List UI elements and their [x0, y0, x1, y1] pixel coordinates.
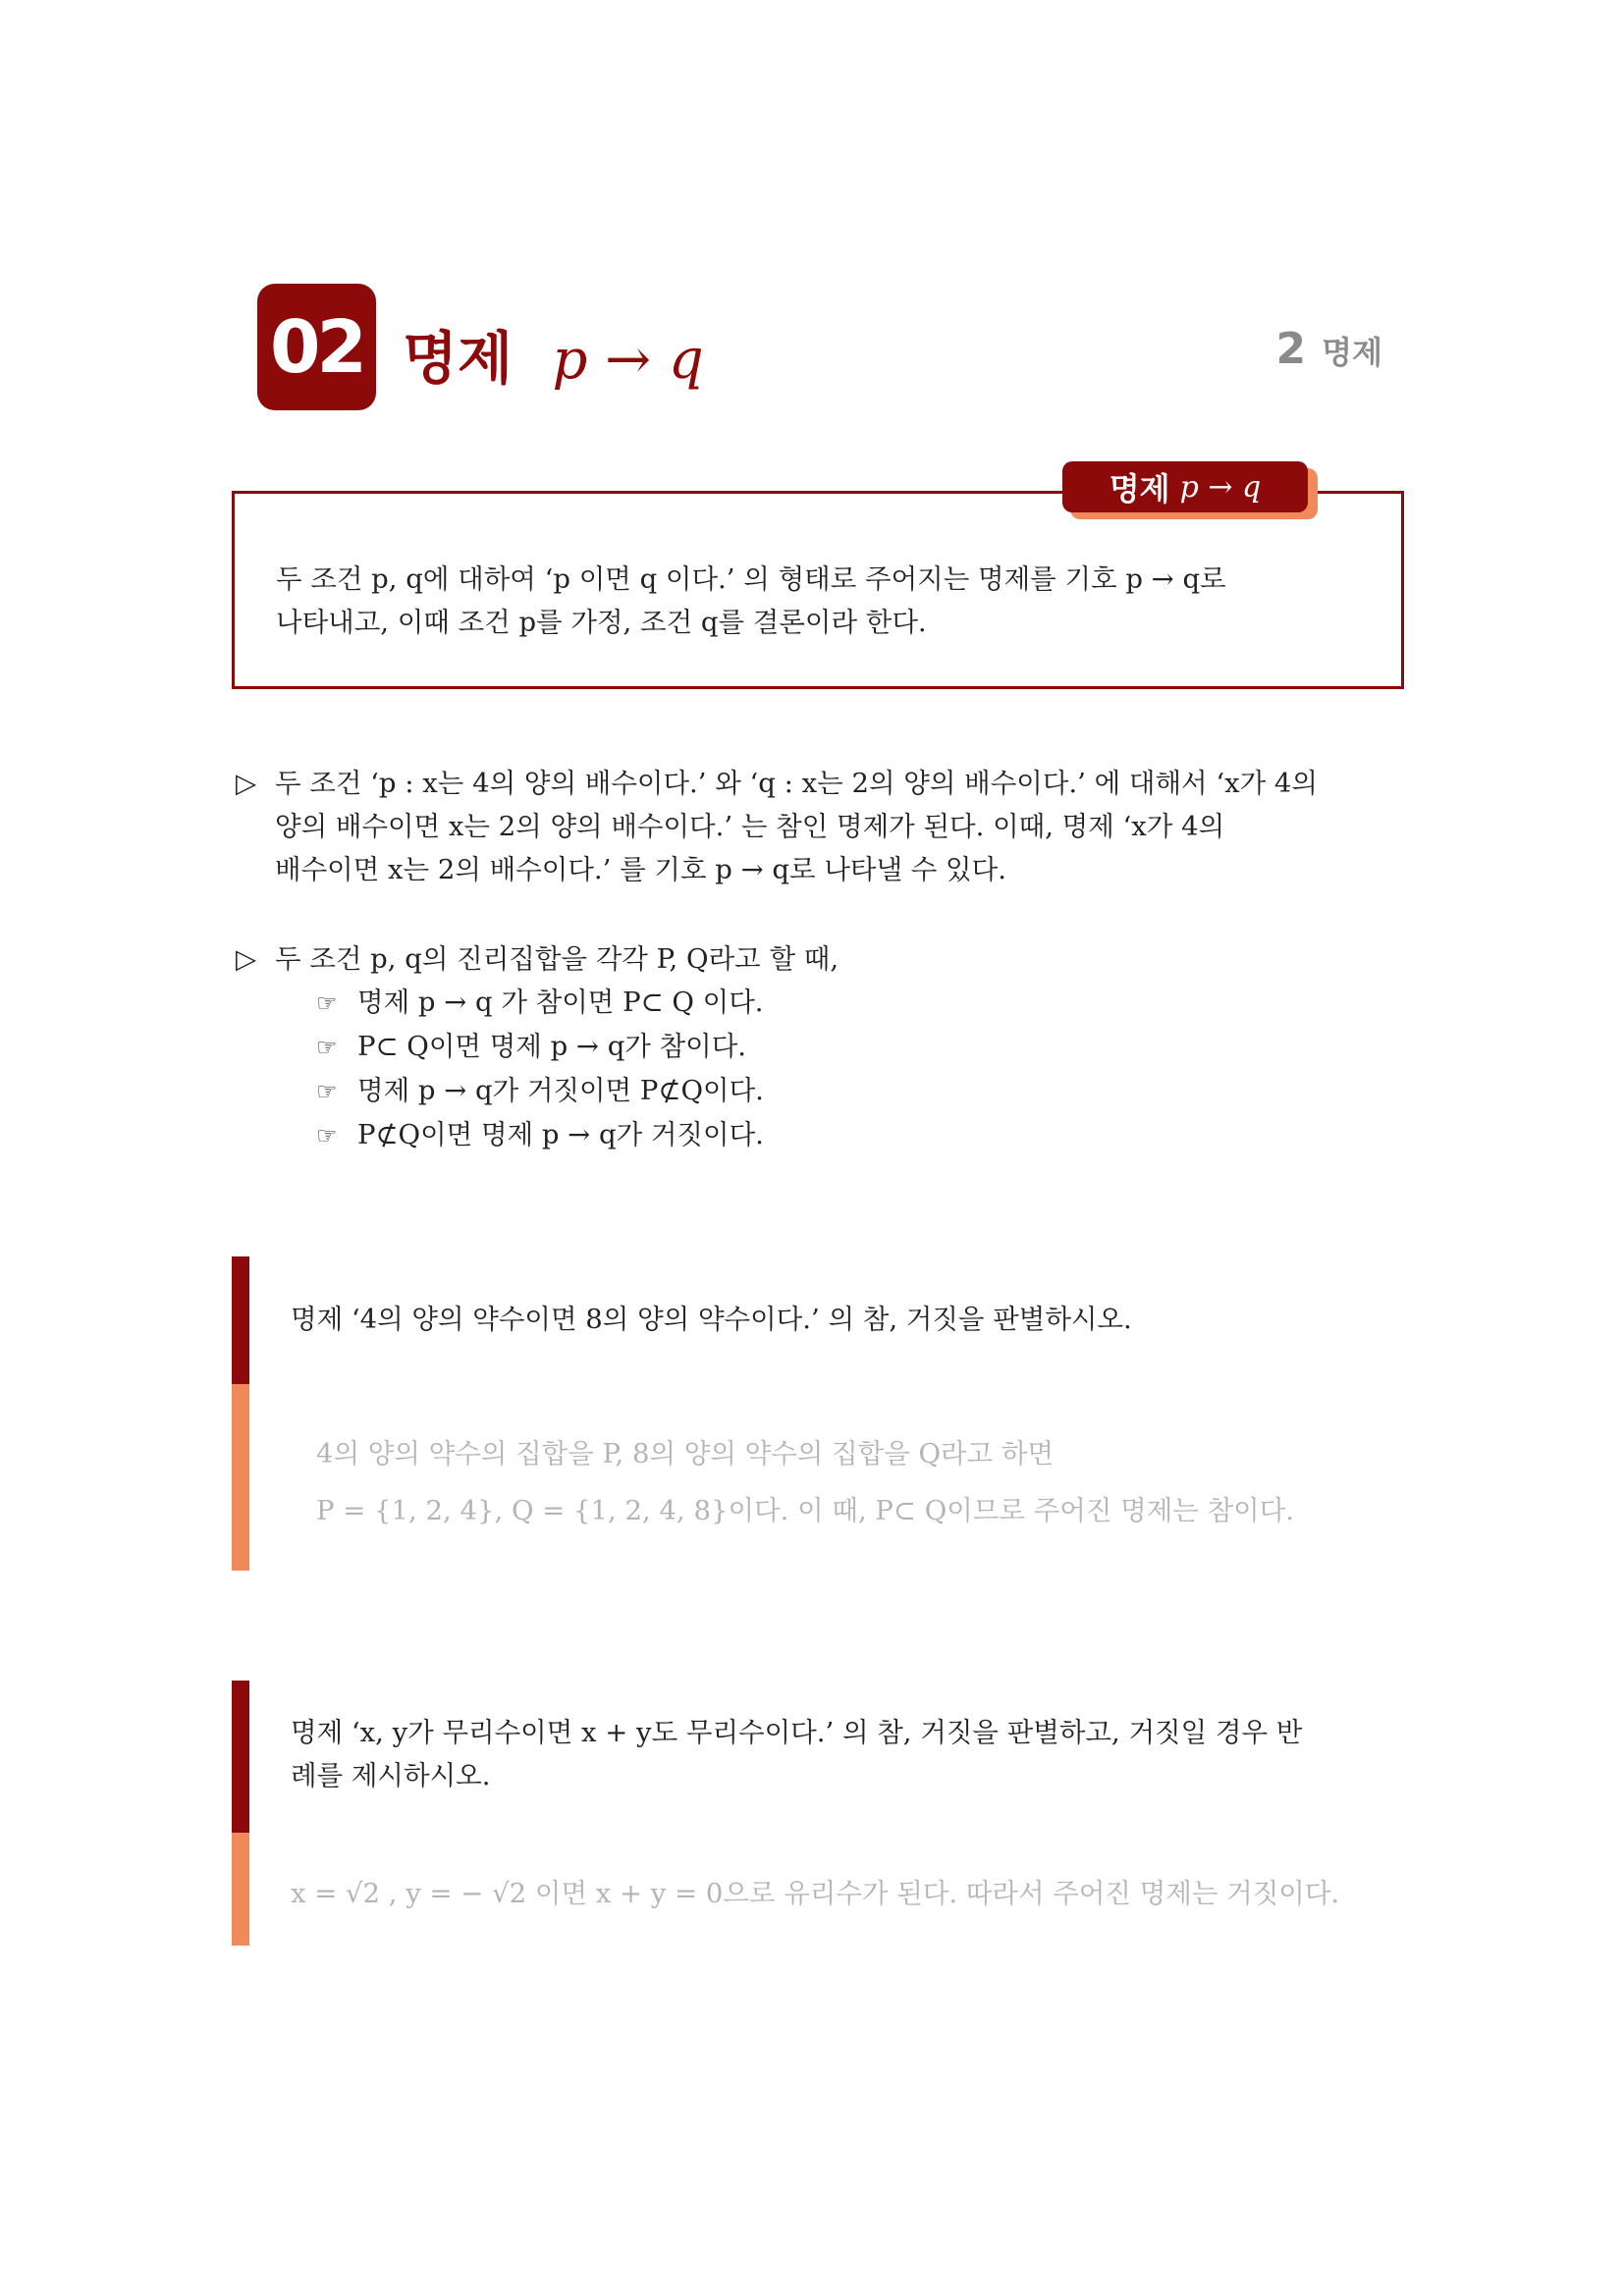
note-sub-item: 명제 p → q가 거짓이면 P⊄Q이다.	[357, 1075, 764, 1106]
definition-tab-math: p → q	[1179, 469, 1262, 505]
triangle-bullet-icon: ▷	[236, 768, 257, 799]
section-label	[1276, 324, 1382, 374]
example-2-answer-bar	[232, 1833, 249, 1946]
question-line: 명제 ‘4의 양의 약수이면 8의 양의 약수이다.’ 의 참, 거짓을 판별하시오.	[291, 1304, 1132, 1335]
section-number: 2	[1275, 324, 1307, 374]
definition-line: 두 조건 p, q에 대하여 ‘p 이면 q 이다.’ 의 형태로 주어지는 명제를 기호 p → q로	[276, 563, 1226, 595]
chapter-number-badge	[257, 284, 376, 410]
definition-box	[232, 491, 1404, 689]
answer-line: x = √2 , y = − √2 이면 x + y = 0으로 유리수가 된다. 따라서 주어진 명제는 거짓이다.	[291, 1878, 1340, 1909]
pointing-hand-icon: ☞	[316, 1034, 338, 1061]
note-sub-item: P⊄Q이면 명제 p → q가 거짓이다.	[357, 1119, 764, 1150]
note-2	[236, 937, 839, 1157]
pointing-hand-icon: ☞	[316, 1078, 338, 1105]
page-title	[403, 312, 704, 395]
example-2-question	[291, 1711, 1302, 1797]
section-name: 명제	[1322, 334, 1382, 371]
answer-line: 4의 양의 약수의 집합을 P, 8의 양의 약수의 집합을 Q라고 하면	[316, 1438, 1055, 1469]
title-text: 명제	[403, 325, 514, 392]
definition-text	[276, 558, 1366, 644]
question-line: 례를 제시하시오.	[291, 1760, 491, 1791]
example-1-question-bar	[232, 1256, 249, 1384]
definition-line: 나타내고, 이때 조건 p를 가정, 조건 q를 결론이라 한다.	[276, 607, 927, 638]
answer-line: P = {1, 2, 4}, Q = {1, 2, 4, 8}이다. 이 때, P⊂ Q이므로 주어진 명제는 참이다.	[316, 1495, 1294, 1526]
note-sub-item: 명제 p → q 가 참이면 P⊂ Q 이다.	[357, 987, 764, 1018]
chapter-number: 02	[270, 304, 363, 390]
example-1-answer	[316, 1425, 1294, 1539]
definition-tab-label: 명제	[1109, 470, 1170, 507]
note-line: 양의 배수이면 x는 2의 양의 배수이다.’ 는 참인 명제가 된다. 이때, 명제 ‘x가 4의	[275, 811, 1225, 842]
title-math: p → q	[552, 328, 704, 392]
example-1-answer-bar	[232, 1384, 249, 1571]
note-line: 두 조건 ‘p : x는 4의 양의 배수이다.’ 와 ‘q : x는 2의 양의 배수이다.’ 에 대해서 ‘x가 4의	[275, 768, 1318, 799]
note-sub-item: P⊂ Q이면 명제 p → q가 참이다.	[357, 1031, 747, 1062]
example-2-question-bar	[232, 1681, 249, 1833]
example-1-question	[291, 1298, 1132, 1341]
note-line: 배수이면 x는 2의 배수이다.’ 를 기호 p → q로 나타낼 수 있다.	[275, 854, 1006, 885]
note-line: 두 조건 p, q의 진리집합을 각각 P, Q라고 할 때,	[275, 943, 839, 975]
note-1	[236, 762, 1318, 891]
pointing-hand-icon: ☞	[316, 1122, 338, 1149]
definition-tab	[1062, 461, 1308, 512]
triangle-bullet-icon: ▷	[236, 943, 257, 975]
question-line: 명제 ‘x, y가 무리수이면 x + y도 무리수이다.’ 의 참, 거짓을 판별하고, 거짓일 경우 반	[291, 1717, 1303, 1748]
pointing-hand-icon: ☞	[316, 989, 338, 1017]
example-2-answer	[291, 1865, 1339, 1922]
